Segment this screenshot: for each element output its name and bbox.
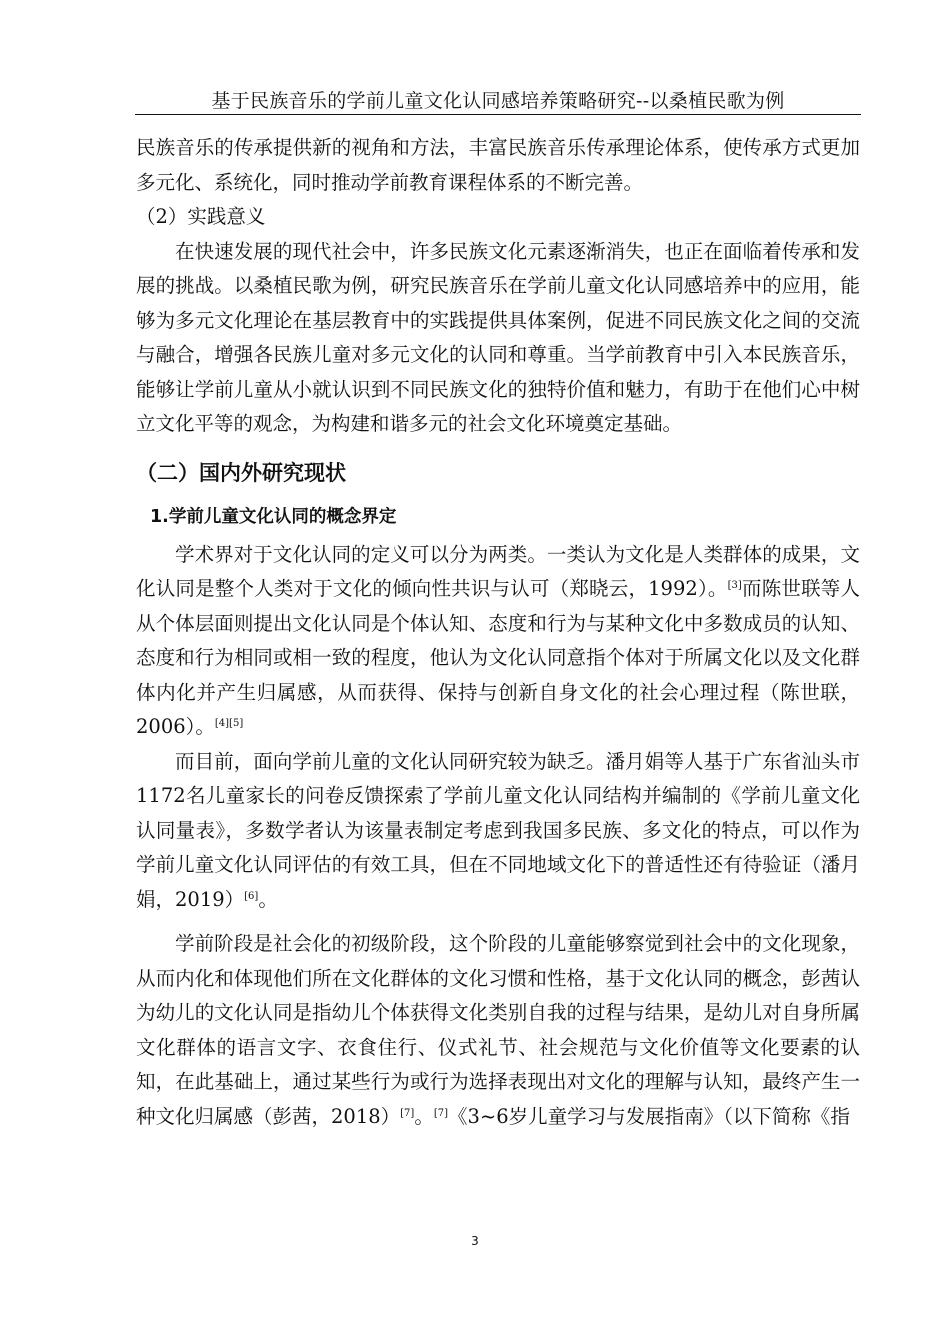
paragraph-text: 而陈世联等人从个体层面则提出文化认同是个体认知、态度和行为与某种文化中多数成员的认知、态度和行为相同或相一致的程度，他认为文化认同意指个体对于所属文化以及文化群体内化并产生归属感，从而获得、保持与创新自身文化的社会心理过程（陈世联，2006）。: [136, 577, 860, 738]
paragraph-text: 学前阶段是社会化的初级阶段，这个阶段的儿童能够察觉到社会中的文化现象，从而内化和体现他们所在文化群体的文化习惯和性格，基于文化认同的概念，彭茜认为幼儿的文化认同是指幼儿个体获得文化类别自我的过程与结果，是幼儿对自身所属文化群体的语言文字、衣食住行、仪式礼节、社会规范与文化价值等文化要素的认知，在此基础上，通过某些行为或行为选择表现出对文化的理解与认知，最终产生一种文化归属感（彭茜，2018）: [136, 932, 860, 1128]
paragraph: 在快速发展的现代社会中，许多民族文化元素逐渐消失，也正在面临着传承和发展的挑战。以桑植民歌为例，研究民族音乐在学前儿童文化认同感培养中的应用，能够为多元文化理论在基层教育中的实践提供具体案例，促进不同民族文化之间的交流与融合，增强各民族儿童对多元文化的认同和尊重。当学前教育中引入本民族音乐，能够让学前儿童从小就认识到不同民族文化的独特价值和魅力，有助于在他们心中树立文化平等的观念，为构建和谐多元的社会文化环境奠定基础。: [136, 239, 860, 435]
paragraph: [136, 745, 860, 918]
citation-ref: [7]: [400, 1107, 415, 1119]
paragraph-gap: [136, 917, 860, 927]
citation-ref: [4][5]: [214, 718, 244, 729]
paragraph-text: 。: [414, 1104, 434, 1128]
page-number: 3: [471, 1234, 479, 1248]
citation-ref: [3]: [727, 580, 742, 591]
practice-significance-heading: （2）实践意义: [136, 205, 266, 228]
page-body: [136, 131, 860, 1134]
subsection-heading: 1.学前儿童文化认同的概念界定: [150, 506, 397, 527]
citation-ref: [7]: [433, 1107, 448, 1119]
paragraph-text: 《3~6岁儿童学习与发展指南》（以下简称《指: [448, 1104, 850, 1128]
paragraph-text: 而目前，面向学前儿童的文化认同研究较为缺乏。潘月娟等人基于广东省汕头市1172名儿童家长的问卷反馈探索了学前儿童文化认同结构并编制的《学前儿童文化认同量表》，多数学者认为该量表制定考虑到我国多民族、多文化的特点，可以作为学前儿童文化认同评估的有效工具，但在不同地域文化下的普适性还有待验证（潘月娟，2019）: [136, 749, 860, 911]
running-header: 基于民族音乐的学前儿童文化认同感培养策略研究--以桑植民歌为例: [211, 90, 785, 112]
header-rule: [135, 114, 861, 115]
paragraph: 民族音乐的传承提供新的视角和方法，丰富民族音乐传承理论体系，使传承方式更加多元化、系统化，同时推动学前教育课程体系的不断完善。: [136, 136, 860, 194]
paragraph-text: 。: [258, 887, 278, 911]
section-heading: （二）国内外研究现状: [136, 460, 346, 485]
paragraph: [136, 538, 860, 745]
citation-ref: [6]: [244, 890, 259, 902]
paragraph: [136, 927, 860, 1134]
paragraph-text: 学术界对于文化认同的定义可以分为两类。一类认为文化是人类群体的成果，文化认同是整个人类对于文化的倾向性共识与认可（郑晓云，1992）。: [136, 542, 860, 600]
